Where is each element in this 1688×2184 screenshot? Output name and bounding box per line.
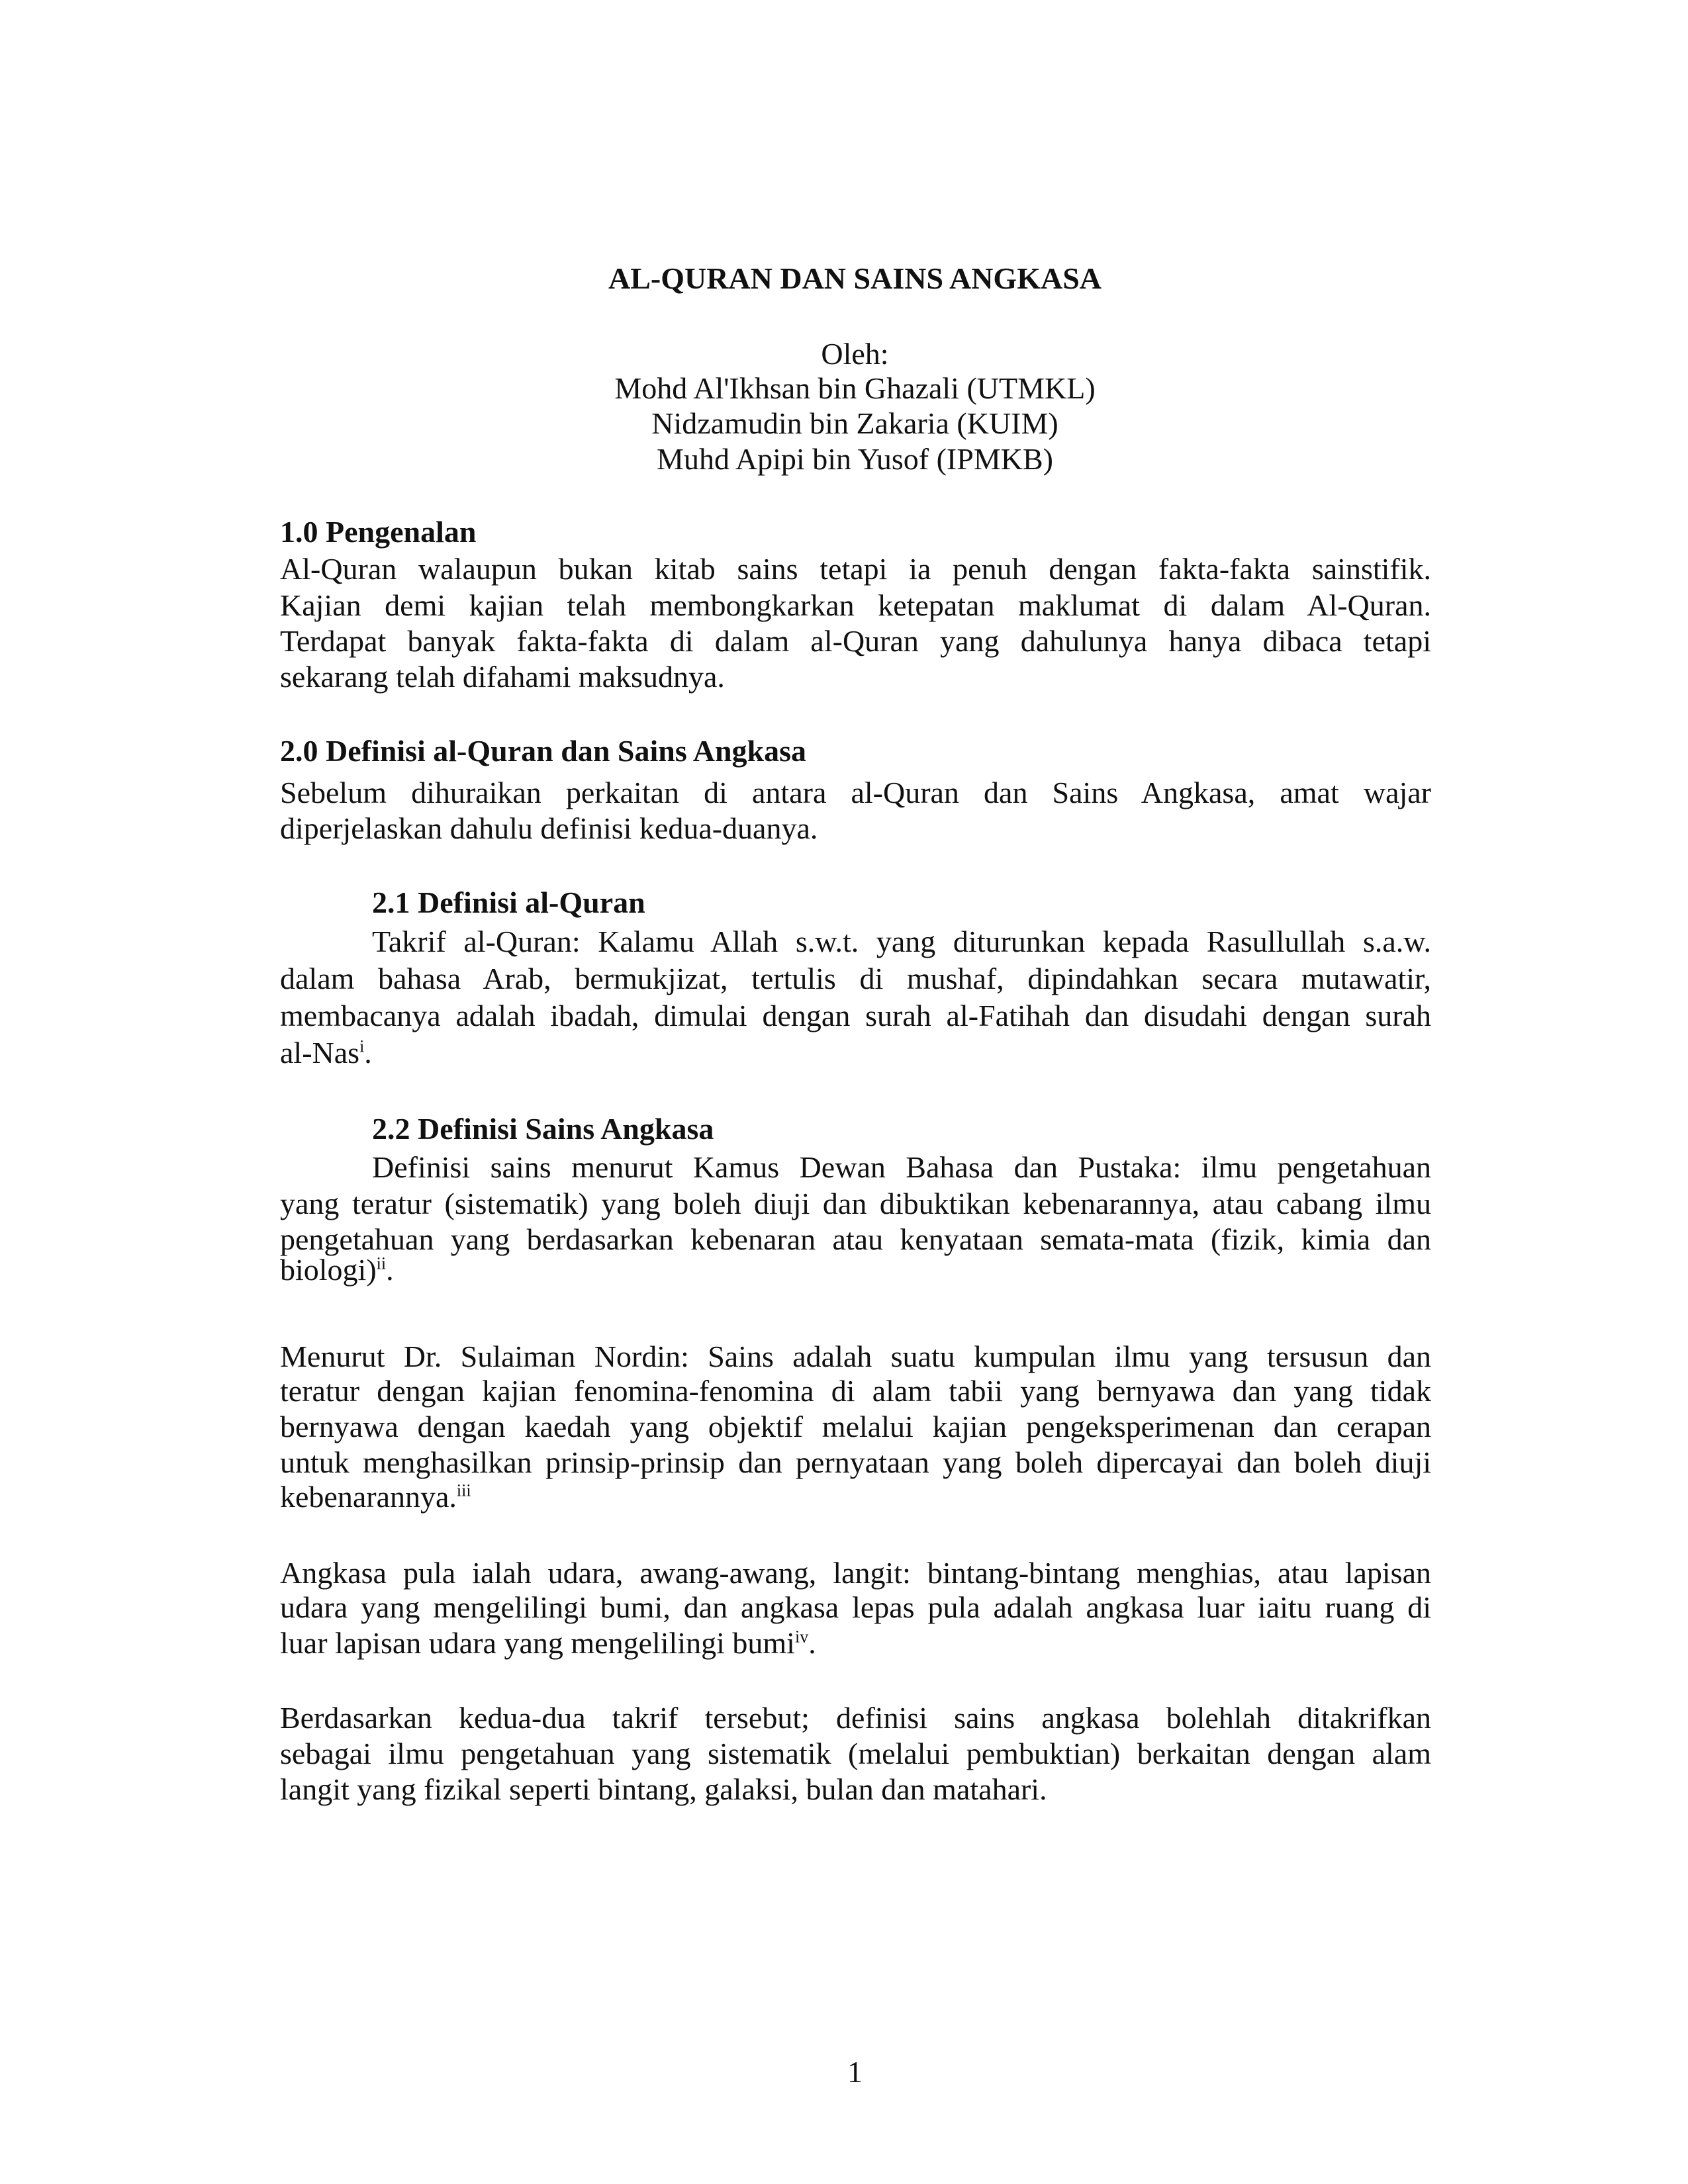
paragraph-line: Terdapat banyak fakta-fakta di dalam al-Quran yang dahulunya hanya dibaca tetapi xyxy=(280,624,1431,658)
byline: Oleh: xyxy=(821,337,889,371)
paragraph-line: yang teratur (sistematik) yang boleh diuji dan dibuktikan kebenarannya, atau cabang ilmu xyxy=(280,1187,1431,1220)
footnote-ref: i xyxy=(359,1036,365,1056)
paragraph-line: Sebelum dihuraikan perkaitan di antara al-Quran dan Sains Angkasa, amat wajar xyxy=(280,776,1431,809)
paragraph-line xyxy=(280,1625,816,1662)
paragraph-line: untuk menghasilkan prinsip-prinsip dan pernyataan yang boleh dipercayai dan boleh diuji xyxy=(280,1445,1431,1479)
paragraph-line: bernyawa dengan kaedah yang objektif melalui kajian pengeksperimenan dan cerapan xyxy=(280,1410,1431,1443)
footnote-ref: ii xyxy=(376,1253,387,1273)
paragraph-line: Berdasarkan kedua-dua takrif tersebut; definisi sains angkasa bolehlah ditakrifkan xyxy=(280,1701,1431,1735)
line-text-after: . xyxy=(808,1626,816,1660)
line-text: al-Nas xyxy=(280,1036,360,1069)
paragraph-line xyxy=(280,1479,471,1516)
author-line: Mohd Al'Ikhsan bin Ghazali (UTMKL) xyxy=(614,371,1096,405)
paragraph-line: Al-Quran walaupun bukan kitab sains tetapi ia penuh dengan fakta-fakta sainstifik. xyxy=(280,552,1431,586)
paragraph-line: sekarang telah difahami maksudnya. xyxy=(280,660,725,694)
paragraph-line: Kajian demi kajian telah membongkarkan ketepatan maklumat di dalam Al-Quran. xyxy=(280,588,1431,622)
paragraph-line: langit yang fizikal seperti bintang, galaksi, bulan dan matahari. xyxy=(280,1772,1047,1806)
paragraph-line: Takrif al-Quran: Kalamu Allah s.w.t. yang diturunkan kepada Rasullullah s.a.w. xyxy=(372,925,1431,958)
paragraph-line: pengetahuan yang berdasarkan kebenaran atau kenyataan semata-mata (fizik, kimia dan xyxy=(280,1222,1431,1256)
section-heading: 1.0 Pengenalan xyxy=(280,515,477,549)
paragraph-line xyxy=(280,1034,372,1071)
paragraph-line: dalam bahasa Arab, bermukjizat, tertulis di mushaf, dipindahkan secara mutawatir, xyxy=(280,962,1431,995)
paragraph-line: Menurut Dr. Sulaiman Nordin: Sains adalah suatu kumpulan ilmu yang tersusun dan xyxy=(280,1340,1431,1373)
line-text: luar lapisan udara yang mengelilingi bumi xyxy=(280,1626,795,1660)
line-text: biologi) xyxy=(280,1253,377,1287)
footnote-ref: iv xyxy=(794,1627,809,1647)
section-heading: 2.0 Definisi al-Quran dan Sains Angkasa xyxy=(280,734,807,768)
document-title: AL-QURAN DAN SAINS ANGKASA xyxy=(608,261,1102,295)
section-heading: 2.2 Definisi Sains Angkasa xyxy=(372,1112,714,1146)
paragraph-line: diperjelaskan dahulu definisi kedua-duanya. xyxy=(280,811,818,845)
author-line: Muhd Apipi bin Yusof (IPMKB) xyxy=(657,442,1053,476)
footnote-ref: iii xyxy=(456,1480,471,1500)
paragraph-line: membacanya adalah ibadah, dimulai dengan surah al-Fatihah dan disudahi dengan surah xyxy=(280,999,1431,1032)
paragraph-line xyxy=(280,1251,394,1289)
paragraph-line: teratur dengan kajian fenomina-fenomina di alam tabii yang bernyawa dan yang tidak xyxy=(280,1374,1431,1408)
paragraph-line: udara yang mengelilingi bumi, dan angkasa lepas pula adalah angkasa luar iaitu ruang di xyxy=(280,1590,1431,1624)
section-heading: 2.1 Definisi al-Quran xyxy=(372,886,645,919)
paragraph-line: Angkasa pula ialah udara, awang-awang, langit: bintang-bintang menghias, atau lapisan xyxy=(280,1556,1431,1590)
line-text-after: . xyxy=(364,1036,372,1069)
line-text: kebenarannya. xyxy=(280,1480,457,1514)
page-number: 1 xyxy=(847,2055,863,2089)
paragraph-line: Definisi sains menurut Kamus Dewan Bahasa dan Pustaka: ilmu pengetahuan xyxy=(372,1150,1431,1184)
paragraph-line: sebagai ilmu pengetahuan yang sistematik (melalui pembuktian) berkaitan dengan alam xyxy=(280,1737,1431,1770)
line-text-after: . xyxy=(386,1253,394,1287)
author-line: Nidzamudin bin Zakaria (KUIM) xyxy=(651,406,1058,440)
